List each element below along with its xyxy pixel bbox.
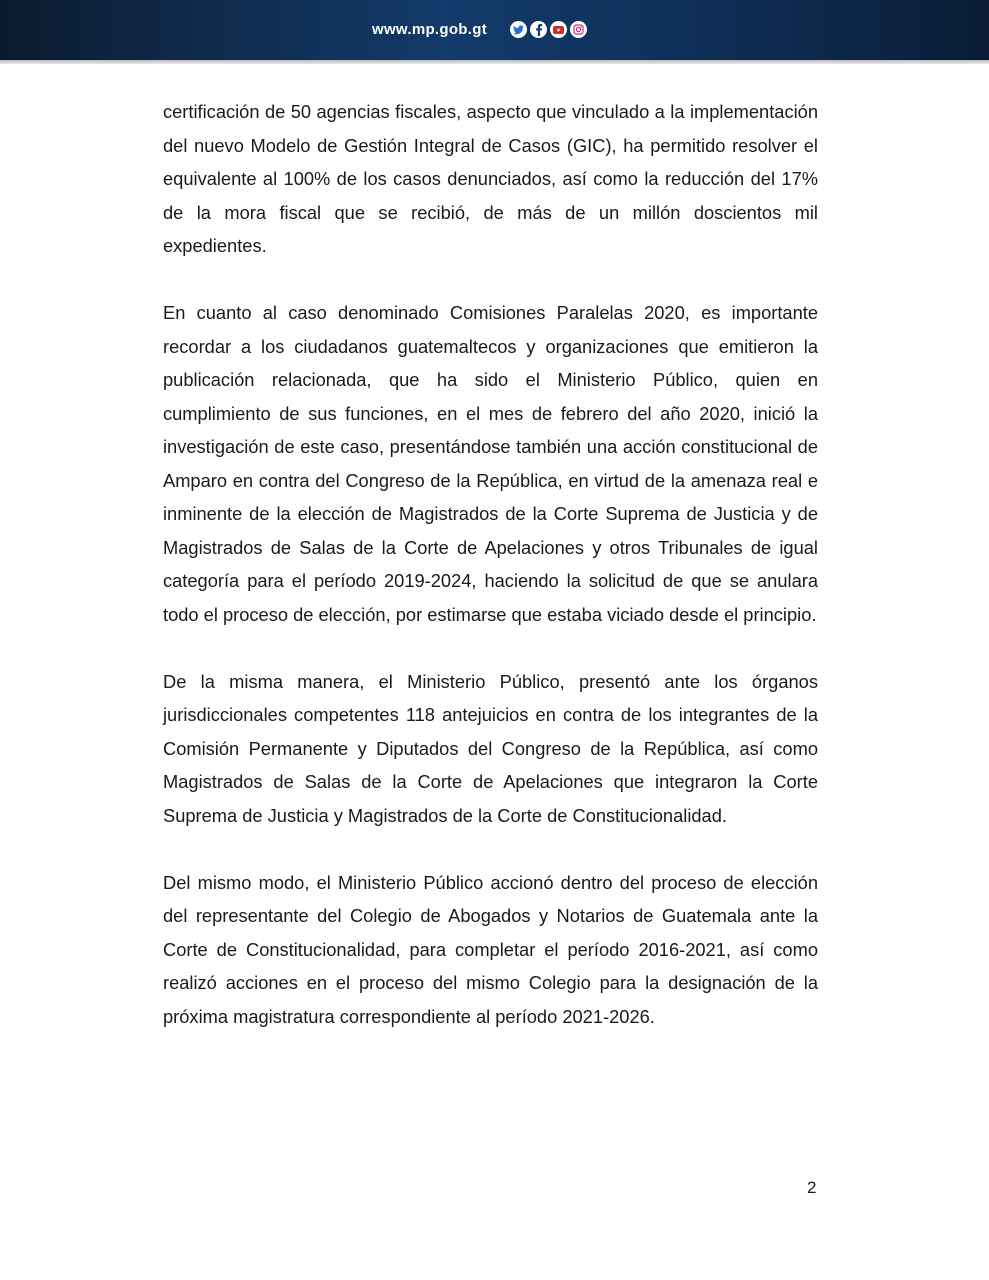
paragraph-3: De la misma manera, el Ministerio Público, presentó ante los órganos jurisdiccionales competentes 118 antejuicios en contra de los integrantes de la Comisión Permanente y Diputados del Congreso de la República, así como Magistrados de Salas de la Corte de Apelaciones que integraron la Corte Suprema de Justicia y Magistrados de la Corte de Constitucionalidad. bbox=[163, 670, 818, 826]
document-body bbox=[163, 95, 818, 1067]
youtube-icon[interactable] bbox=[550, 21, 567, 38]
paragraph-1: certificación de 50 agencias fiscales, aspecto que vinculado a la implementación del nuevo Modelo de Gestión Integral de Casos (GIC), ha permitido resolver el equivalente al 100% de los casos denunciados, así como la reducción del 17% de la mora fiscal que se recibió, de más de un millón doscientos mil expedientes. bbox=[163, 101, 818, 256]
header-divider bbox=[0, 60, 989, 64]
header-band bbox=[0, 0, 989, 60]
facebook-icon[interactable] bbox=[530, 21, 547, 38]
paragraph-4: Del mismo modo, el Ministerio Público accionó dentro del proceso de elección del representante del Colegio de Abogados y Notarios de Guatemala ante la Corte de Constitucionalidad, para completar el período 2016-2021, así como realizó acciones en el proceso del mismo Colegio para la designación de la próxima magistratura correspondiente al período 2021-2026. bbox=[163, 871, 818, 1027]
page-number: 2 bbox=[807, 1178, 817, 1197]
social-icons bbox=[510, 21, 587, 38]
paragraph-2: En cuanto al caso denominado Comisiones Paralelas 2020, es importante recordar a los ciudadanos guatemaltecos y organizaciones que emitieron la publicación relacionada, que ha sido el Ministerio Público, quien en cumplimiento de sus funciones, en el mes de febrero del año 2020, inició la investigación de este caso, presentándose también una acción constitucional de Amparo en contra del Congreso de la República, en virtud de la amenaza real e inminente de la elección de Magistrados de la Corte Suprema de Justicia y de Magistrados de Salas de la Corte de Apelaciones y otros Tribunales de igual categoría para el período 2019-2024, haciendo la solicitud de que se anulara todo el proceso de elección, por estimarse que estaba viciado desde el principio. bbox=[163, 302, 818, 625]
website-url[interactable]: www.mp.gob.gt bbox=[372, 21, 487, 38]
twitter-icon[interactable] bbox=[510, 21, 527, 38]
instagram-icon[interactable] bbox=[570, 21, 587, 38]
